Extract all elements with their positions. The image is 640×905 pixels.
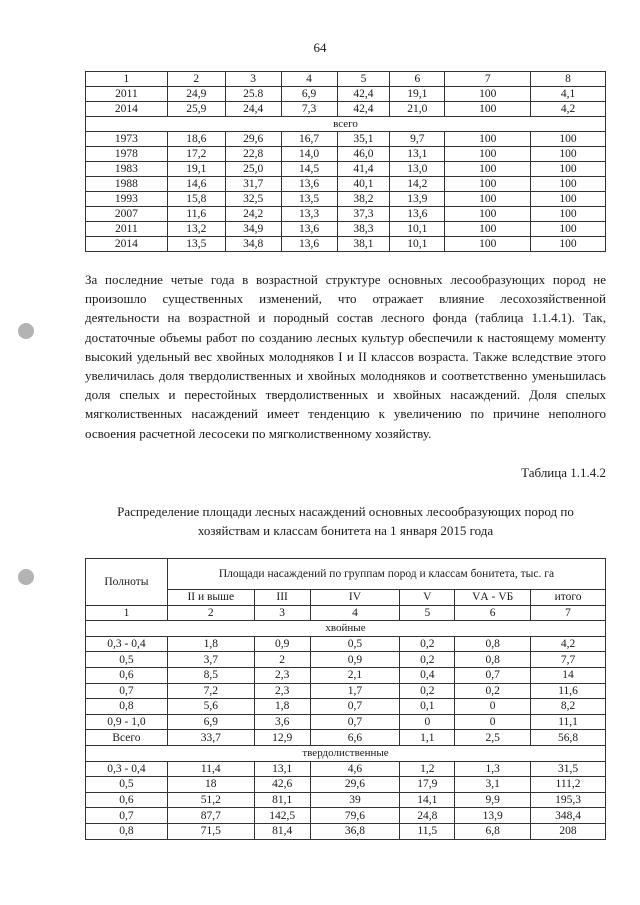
table-cell: 100 [531, 192, 606, 207]
table-cell: 5,6 [167, 699, 254, 715]
table-cell: 2007 [86, 207, 168, 222]
column-subheader: VА - VБ [455, 590, 531, 606]
table-cell: 195,3 [531, 792, 606, 808]
table-cell: 51,2 [167, 792, 254, 808]
table-cell: 0,2 [400, 683, 455, 699]
table-cell: 13,5 [167, 237, 225, 252]
table-cell: 100 [445, 177, 531, 192]
table-cell: 7 [445, 72, 531, 87]
table-cell: 0,8 [86, 699, 168, 715]
table-cell: 46,0 [337, 147, 390, 162]
table-cell: 81,4 [254, 823, 310, 839]
table-header-row [86, 559, 606, 590]
group-header: Площади насаждений по группам пород и классам бонитета, тыс. га [167, 559, 605, 590]
table-number: Таблица 1.1.4.2 [521, 465, 606, 480]
table-cell: 13,6 [281, 177, 337, 192]
table-cell: 37,3 [337, 207, 390, 222]
table-cell: 6,9 [281, 87, 337, 102]
table-cell: 3,7 [167, 652, 254, 668]
table-cell: 13,9 [390, 192, 445, 207]
column-number: 2 [167, 605, 254, 621]
table-cell: 14,5 [281, 162, 337, 177]
table-cell: 6 [390, 72, 445, 87]
table-cell: 14,0 [281, 147, 337, 162]
table-cell: 10,1 [390, 237, 445, 252]
table-cell: 1978 [86, 147, 168, 162]
table-row [86, 102, 606, 117]
table-row [86, 147, 606, 162]
table-cell: 38,1 [337, 237, 390, 252]
table-cell: 13,5 [281, 192, 337, 207]
table-row [86, 699, 606, 715]
table-row [86, 667, 606, 683]
table-cell: 100 [531, 177, 606, 192]
age-structure-table [85, 71, 606, 252]
table-cell: 24,9 [167, 87, 225, 102]
table-cell: 3,1 [455, 777, 531, 793]
table-cell: 3 [225, 72, 281, 87]
table-cell: 11,5 [400, 823, 455, 839]
table-cell: 0,1 [400, 699, 455, 715]
table-cell: 7,2 [167, 683, 254, 699]
table-row [86, 222, 606, 237]
table-cell: 19,1 [167, 162, 225, 177]
table-cell: 25.8 [225, 87, 281, 102]
table-cell: 38,3 [337, 222, 390, 237]
table-cell: 11,4 [167, 761, 254, 777]
table-cell: 100 [531, 207, 606, 222]
table-cell: 13,1 [254, 761, 310, 777]
table-cell: 0,8 [455, 652, 531, 668]
table-cell: 1 [86, 72, 168, 87]
section-row [86, 745, 606, 761]
table-cell: 0,2 [400, 652, 455, 668]
table-cell: 0,8 [86, 823, 168, 839]
table-row [86, 683, 606, 699]
table-cell: 18,6 [167, 132, 225, 147]
table-cell: 0,4 [400, 667, 455, 683]
table-cell: 100 [445, 132, 531, 147]
table-cell: 31,7 [225, 177, 281, 192]
table-cell: 6,8 [455, 823, 531, 839]
column-subheader: итого [531, 590, 606, 606]
table-cell: 100 [531, 147, 606, 162]
section-label: твердолиственные [86, 745, 606, 761]
table-cell: 2014 [86, 102, 168, 117]
table-cell: 0,2 [400, 636, 455, 652]
table-cell: 71,5 [167, 823, 254, 839]
table-cell: 11,6 [531, 683, 606, 699]
table-cell: 14,2 [390, 177, 445, 192]
table-cell: 0,6 [86, 792, 168, 808]
bonitet-distribution-table [85, 558, 606, 840]
table-cell: 42,6 [254, 777, 310, 793]
table-cell: 100 [445, 102, 531, 117]
table-cell: 34,9 [225, 222, 281, 237]
table-cell: 13,3 [281, 207, 337, 222]
column-number-row [86, 605, 606, 621]
column-number: 6 [455, 605, 531, 621]
table-cell: 100 [445, 192, 531, 207]
table-cell: 0,3 - 0,4 [86, 636, 168, 652]
table-header-row [86, 72, 606, 87]
table-cell: 0,7 [86, 808, 168, 824]
table-row [86, 207, 606, 222]
table-cell: 13,2 [167, 222, 225, 237]
table-cell: 0,3 - 0,4 [86, 761, 168, 777]
table-cell: 41,4 [337, 162, 390, 177]
table-row [86, 823, 606, 839]
table-cell: 17,2 [167, 147, 225, 162]
table-cell: 0,5 [310, 636, 400, 652]
punch-hole [18, 323, 34, 339]
table-cell: 32,5 [225, 192, 281, 207]
table-cell: 0,6 [86, 667, 168, 683]
column-header-polnoty: Полноты [86, 559, 168, 606]
table-cell: 0,5 [86, 652, 168, 668]
table-cell: 0,5 [86, 777, 168, 793]
table-cell: 0 [400, 714, 455, 730]
table-cell: 25,0 [225, 162, 281, 177]
table-cell: 11,1 [531, 714, 606, 730]
table-cell: 0,9 [254, 636, 310, 652]
section-row [86, 621, 606, 637]
table-cell: 9,7 [390, 132, 445, 147]
table-cell: 1,8 [254, 699, 310, 715]
table-cell: 24,4 [225, 102, 281, 117]
table-cell: 35,1 [337, 132, 390, 147]
table-cell: 0,7 [455, 667, 531, 683]
table-cell: 111,2 [531, 777, 606, 793]
table-cell: 3,6 [254, 714, 310, 730]
table-cell: 8 [531, 72, 606, 87]
table-cell: 13,6 [281, 237, 337, 252]
table-row [86, 636, 606, 652]
table-cell: 100 [445, 237, 531, 252]
table-cell: 42,4 [337, 102, 390, 117]
table-cell: 0,8 [455, 636, 531, 652]
table-cell: 100 [445, 147, 531, 162]
table-row [86, 87, 606, 102]
table-cell: 100 [531, 222, 606, 237]
table-cell: 100 [531, 162, 606, 177]
table-cell: 8,5 [167, 667, 254, 683]
table-cell: 348,4 [531, 808, 606, 824]
column-subheader: III [254, 590, 310, 606]
table-cell: 100 [445, 162, 531, 177]
table-cell: 1983 [86, 162, 168, 177]
table-cell: 34,8 [225, 237, 281, 252]
table-cell: 21,0 [390, 102, 445, 117]
table-cell: 2014 [86, 237, 168, 252]
table-cell: 13,6 [281, 222, 337, 237]
table-cell: 2011 [86, 87, 168, 102]
table-cell: 4,2 [531, 102, 606, 117]
column-number: 7 [531, 605, 606, 621]
table-cell: 0,9 [310, 652, 400, 668]
table-cell: 29,6 [225, 132, 281, 147]
table-cell: 100 [445, 207, 531, 222]
table-cell: 2011 [86, 222, 168, 237]
section-label: хвойные [86, 621, 606, 637]
table-cell: Всего [86, 730, 168, 746]
column-number: 5 [400, 605, 455, 621]
table-cell: 0,7 [310, 714, 400, 730]
column-subheader: IV [310, 590, 400, 606]
table-cell: 42,4 [337, 87, 390, 102]
column-number: 1 [86, 605, 168, 621]
page-number: 64 [313, 40, 327, 55]
table-cell: 6,9 [167, 714, 254, 730]
table-cell: 100 [445, 87, 531, 102]
table-row [86, 177, 606, 192]
table-cell: 14,1 [400, 792, 455, 808]
table-cell: 142,5 [254, 808, 310, 824]
table-row [86, 777, 606, 793]
column-subheader: V [400, 590, 455, 606]
table-cell: 0,7 [86, 683, 168, 699]
table-cell: 100 [531, 132, 606, 147]
table-cell: 1,7 [310, 683, 400, 699]
table-row [86, 808, 606, 824]
table-cell: 4,1 [531, 87, 606, 102]
table-cell: 38,2 [337, 192, 390, 207]
punch-hole [18, 569, 34, 585]
section-label: всего [86, 117, 606, 132]
table-cell: 31,5 [531, 761, 606, 777]
table-cell: 7,7 [531, 652, 606, 668]
table-cell: 100 [531, 237, 606, 252]
table-cell: 12,9 [254, 730, 310, 746]
table-cell: 13,9 [455, 808, 531, 824]
table-cell: 40,1 [337, 177, 390, 192]
table-cell: 208 [531, 823, 606, 839]
table-cell: 24,2 [225, 207, 281, 222]
column-number: 4 [310, 605, 400, 621]
table-cell: 100 [445, 222, 531, 237]
table-cell: 18 [167, 777, 254, 793]
table-cell: 2,3 [254, 683, 310, 699]
table-cell: 9,9 [455, 792, 531, 808]
table-cell: 0,7 [310, 699, 400, 715]
table-cell: 1,1 [400, 730, 455, 746]
table-cell: 2 [167, 72, 225, 87]
table-cell: 4,2 [531, 636, 606, 652]
table-cell: 2 [254, 652, 310, 668]
table-cell: 4,6 [310, 761, 400, 777]
table-cell: 10,1 [390, 222, 445, 237]
table-row [86, 132, 606, 147]
table-cell: 1988 [86, 177, 168, 192]
column-number: 3 [254, 605, 310, 621]
table-cell: 14,6 [167, 177, 225, 192]
table-cell: 79,6 [310, 808, 400, 824]
table-cell: 7,3 [281, 102, 337, 117]
table-cell: 81,1 [254, 792, 310, 808]
table-cell: 1993 [86, 192, 168, 207]
table-cell: 2,1 [310, 667, 400, 683]
column-subheader: II и выше [167, 590, 254, 606]
table-cell: 4 [281, 72, 337, 87]
table-cell: 36,8 [310, 823, 400, 839]
table-cell: 0,9 - 1,0 [86, 714, 168, 730]
table-row [86, 730, 606, 746]
table-cell: 25,9 [167, 102, 225, 117]
table-cell: 13,6 [390, 207, 445, 222]
table-row [86, 714, 606, 730]
table-cell: 56,8 [531, 730, 606, 746]
table-row [86, 792, 606, 808]
table-cell: 87,7 [167, 808, 254, 824]
table-cell: 22,8 [225, 147, 281, 162]
table-row [86, 761, 606, 777]
table-row [86, 652, 606, 668]
table-cell: 14 [531, 667, 606, 683]
table-cell: 13,0 [390, 162, 445, 177]
table-cell: 13,1 [390, 147, 445, 162]
table-cell: 0,2 [455, 683, 531, 699]
table-cell: 1,3 [455, 761, 531, 777]
table-cell: 8,2 [531, 699, 606, 715]
table-cell: 19,1 [390, 87, 445, 102]
table-cell: 1,8 [167, 636, 254, 652]
table-row [86, 162, 606, 177]
table-cell: 39 [310, 792, 400, 808]
table-cell: 29,6 [310, 777, 400, 793]
table-cell: 17,9 [400, 777, 455, 793]
table-row [86, 192, 606, 207]
table-cell: 33,7 [167, 730, 254, 746]
table-cell: 6,6 [310, 730, 400, 746]
table-cell: 1973 [86, 132, 168, 147]
table-cell: 0 [455, 714, 531, 730]
table-cell: 2,5 [455, 730, 531, 746]
table-cell: 2,3 [254, 667, 310, 683]
table-cell: 1,2 [400, 761, 455, 777]
table-cell: 24,8 [400, 808, 455, 824]
table-cell: 0 [455, 699, 531, 715]
table-cell: 5 [337, 72, 390, 87]
table-row [86, 237, 606, 252]
table-cell: 15,8 [167, 192, 225, 207]
table-cell: 11,6 [167, 207, 225, 222]
table-title: Распределение площади лесных насаждений основных лесообразующих пород по хозяйствам и классам бонитета на 1 января 2015 года [117, 504, 574, 538]
body-paragraph: За последние четые года в возрастной структуре основных лесообразующих пород не произошло существенных изменений, что отражает влияние лесохозяйственной деятельности на возрастной и породный состав лесного фонда (таблица 1.1.4.1). Так, достаточные объемы работ по созданию лесных культур обеспечили к настоящему моменту высокий удельный вес хвойных молодняков I и II классов возраста. Также вследствие этого увеличилась доля твердолиственных и хвойных молодняков и соответственно уменьшилась доля спелых и перестойных твердолиственных и хвойных насаждений. Доля спелых мягколиственных насаждений имеет тенденцию к увеличению по причине неполного освоения расчетной лесосеки по мягколиственному хозяйству. [85, 272, 606, 441]
table-cell: 16,7 [281, 132, 337, 147]
section-row [86, 117, 606, 132]
